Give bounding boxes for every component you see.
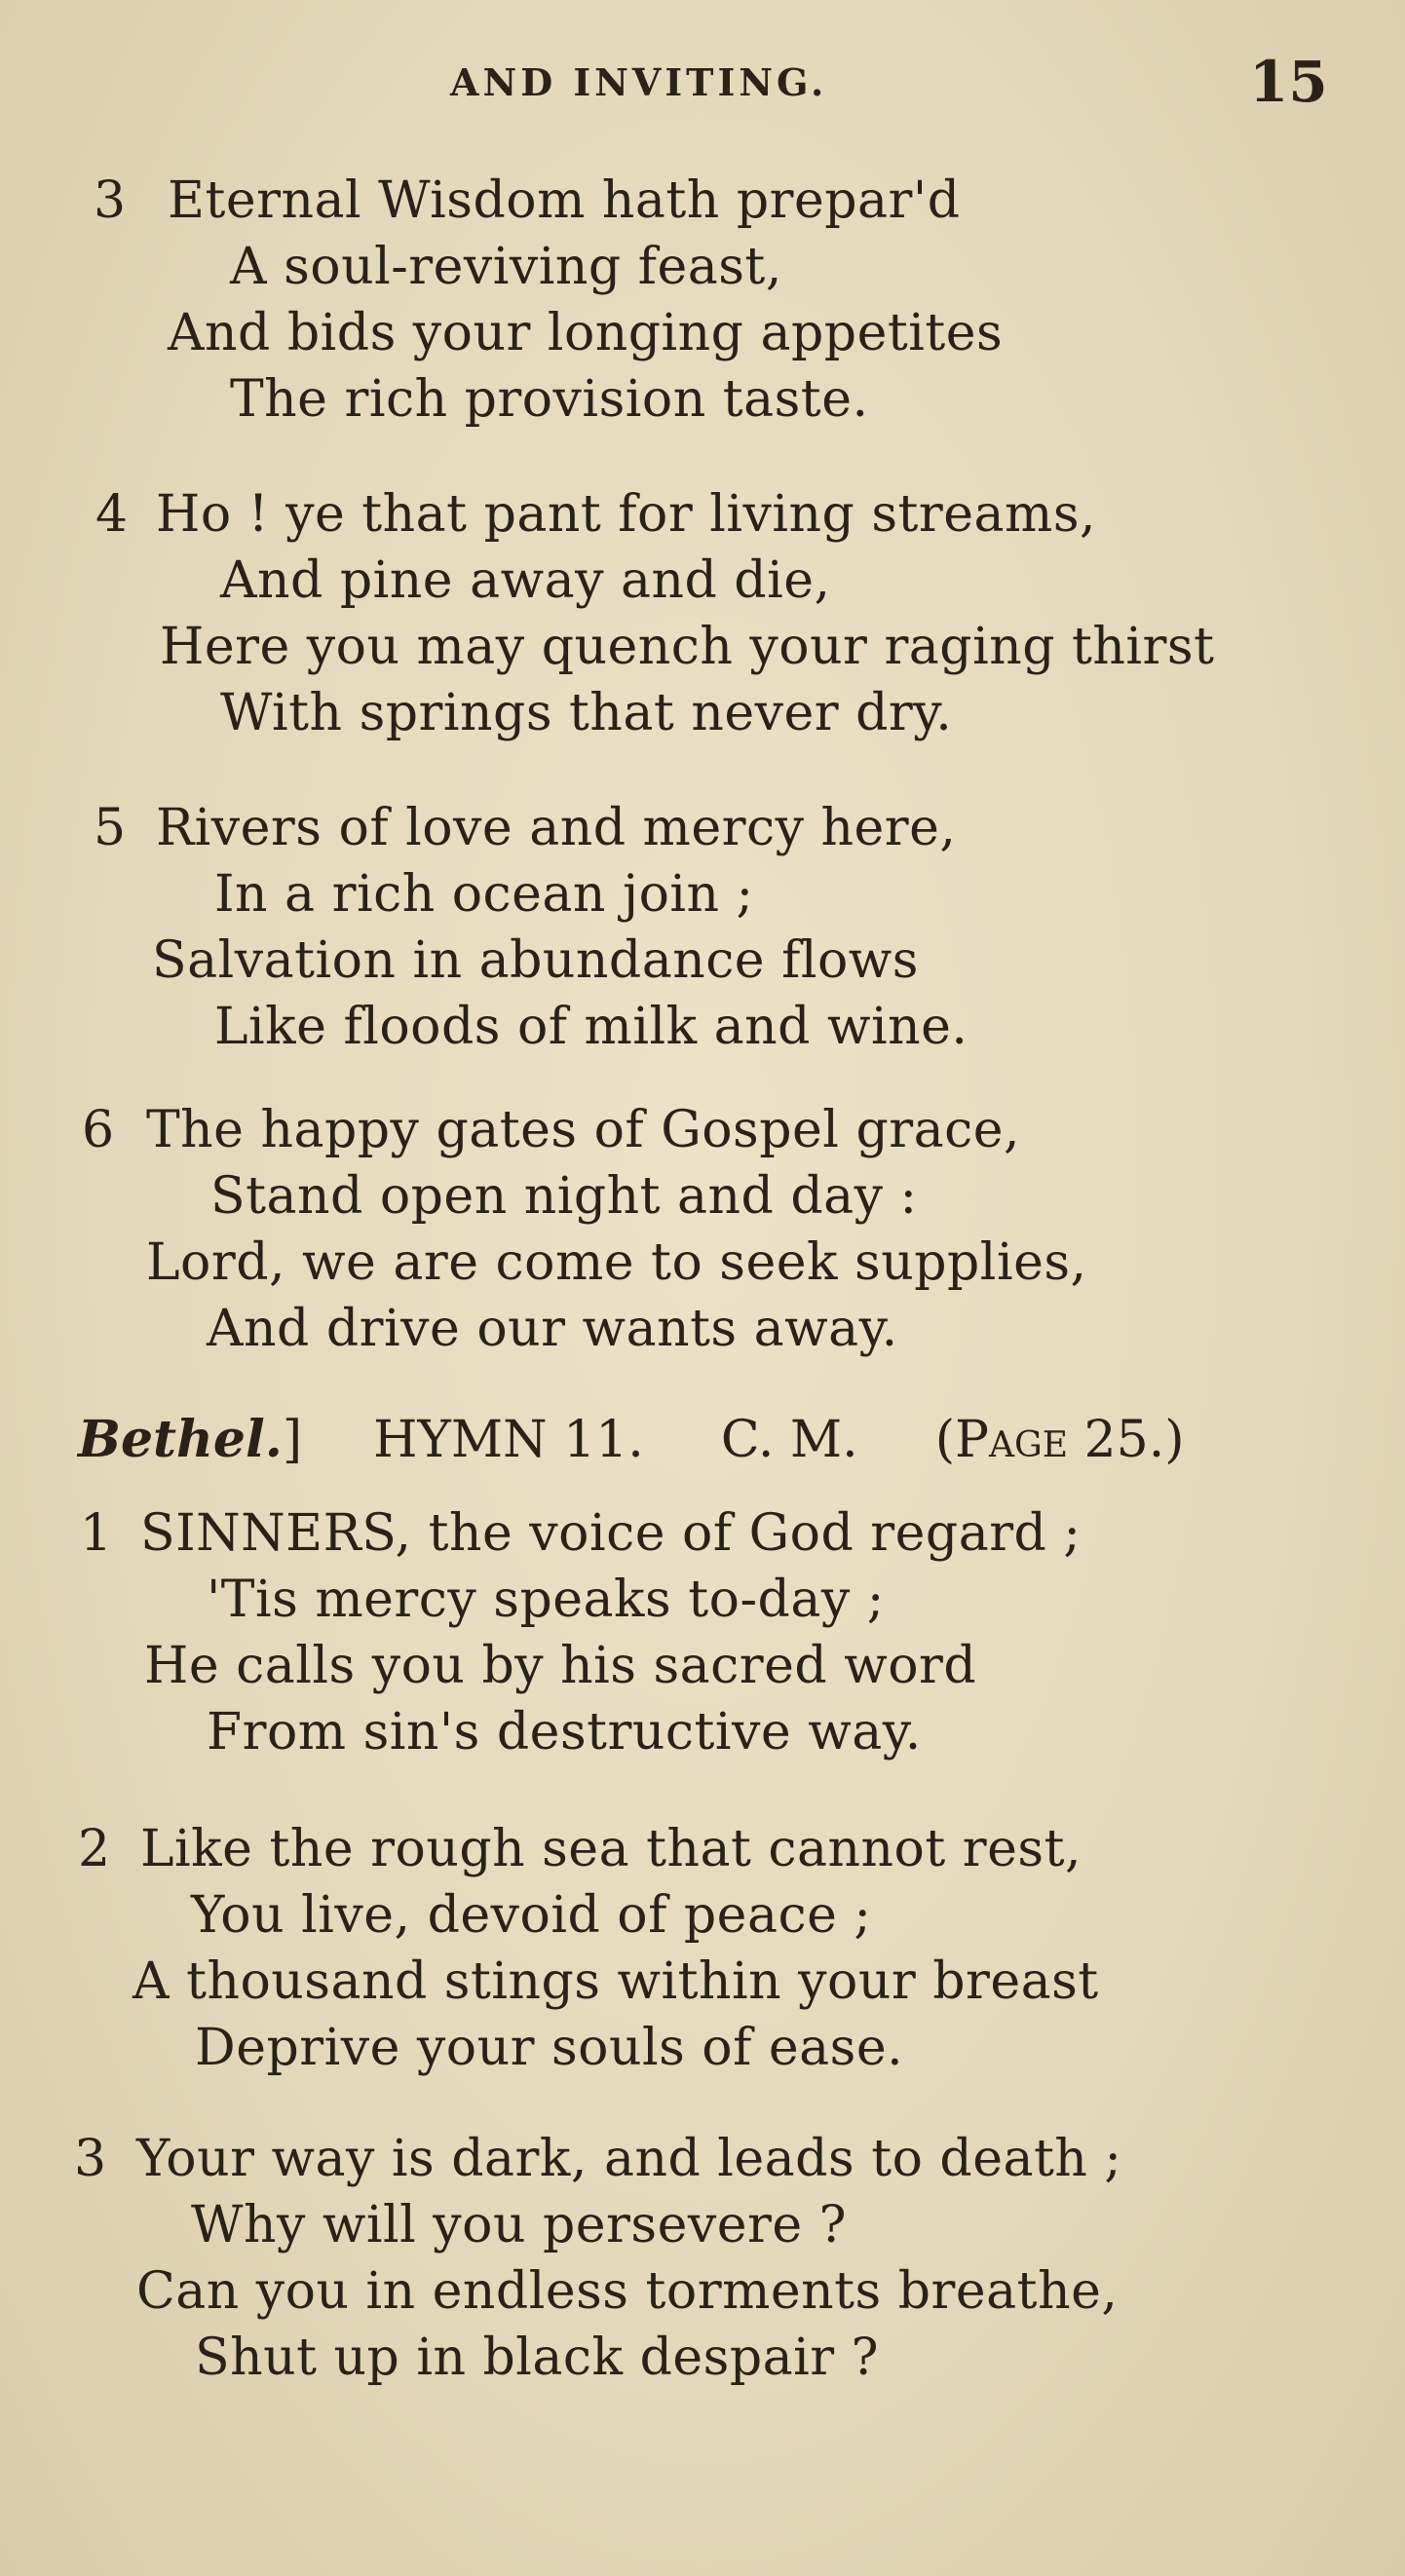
verse-line: A thousand stings within your breast (133, 1952, 1099, 2011)
stanza-number: 4 (95, 485, 129, 544)
verse-line: Eternal Wisdom hath prepar'd (168, 171, 961, 230)
hymn-heading (78, 1411, 1185, 1469)
verse-line: Shut up in black despair ? (195, 2329, 879, 2387)
stanza-number: 2 (78, 1820, 111, 1878)
verse-line: Can you in endless torments breathe, (136, 2262, 1119, 2321)
verse-line: You live, devoid of peace ; (191, 1886, 872, 1945)
stanza-number: 1 (80, 1504, 113, 1563)
verse-line: He calls you by his sacred word (144, 1637, 977, 1695)
page-number: 15 (1249, 49, 1328, 115)
verse-line: And pine away and die, (220, 551, 831, 610)
verse-line: Stand open night and day : (210, 1167, 918, 1226)
stanza-number: 5 (94, 799, 127, 857)
verse-line: Rivers of love and mercy here, (156, 799, 957, 857)
verse-line: Here you may quench your raging thirst (160, 618, 1215, 676)
verse-line: In a rich ocean join ; (214, 865, 754, 924)
stanza-number: 3 (74, 2130, 107, 2188)
verse-line: With springs that never dry. (220, 684, 953, 742)
running-title: AND INVITING. (450, 60, 828, 104)
verse-line: And bids your longing appetites (168, 304, 1004, 362)
verse-line: Lord, we are come to seek supplies, (146, 1233, 1087, 1292)
verse-line: Like floods of milk and wine. (214, 998, 968, 1056)
tune-bracket: ] (282, 1411, 303, 1469)
hymn-title: HYMN 11. (373, 1411, 644, 1469)
verse-line: Deprive your souls of ease. (195, 2019, 904, 2077)
page-reference: (Page 25.) (934, 1411, 1185, 1469)
verse-line: 'Tis mercy speaks to-day ; (207, 1571, 885, 1629)
verse-line: The rich provision taste. (230, 370, 869, 429)
verse-line: Your way is dark, and leads to death ; (136, 2130, 1122, 2188)
verse-line: The happy gates of Gospel grace, (146, 1101, 1021, 1159)
verse-line: Ho ! ye that pant for living streams, (156, 485, 1097, 544)
tune-name: Bethel. (78, 1410, 283, 1469)
verse-line: And drive our wants away. (207, 1300, 898, 1358)
verse-line: From sin's destructive way. (207, 1703, 922, 1762)
verse-line: SINNERS, the voice of God regard ; (140, 1504, 1082, 1563)
verse-line: Like the rough sea that cannot rest, (140, 1820, 1082, 1878)
verse-line: Salvation in abundance flows (152, 931, 919, 990)
hymn-meter: C. M. (720, 1411, 858, 1469)
stanza-number: 6 (82, 1101, 115, 1159)
verse-line: A soul-reviving feast, (230, 238, 782, 296)
stanza-number: 3 (94, 171, 127, 230)
verse-line: Why will you persevere ? (191, 2196, 848, 2254)
